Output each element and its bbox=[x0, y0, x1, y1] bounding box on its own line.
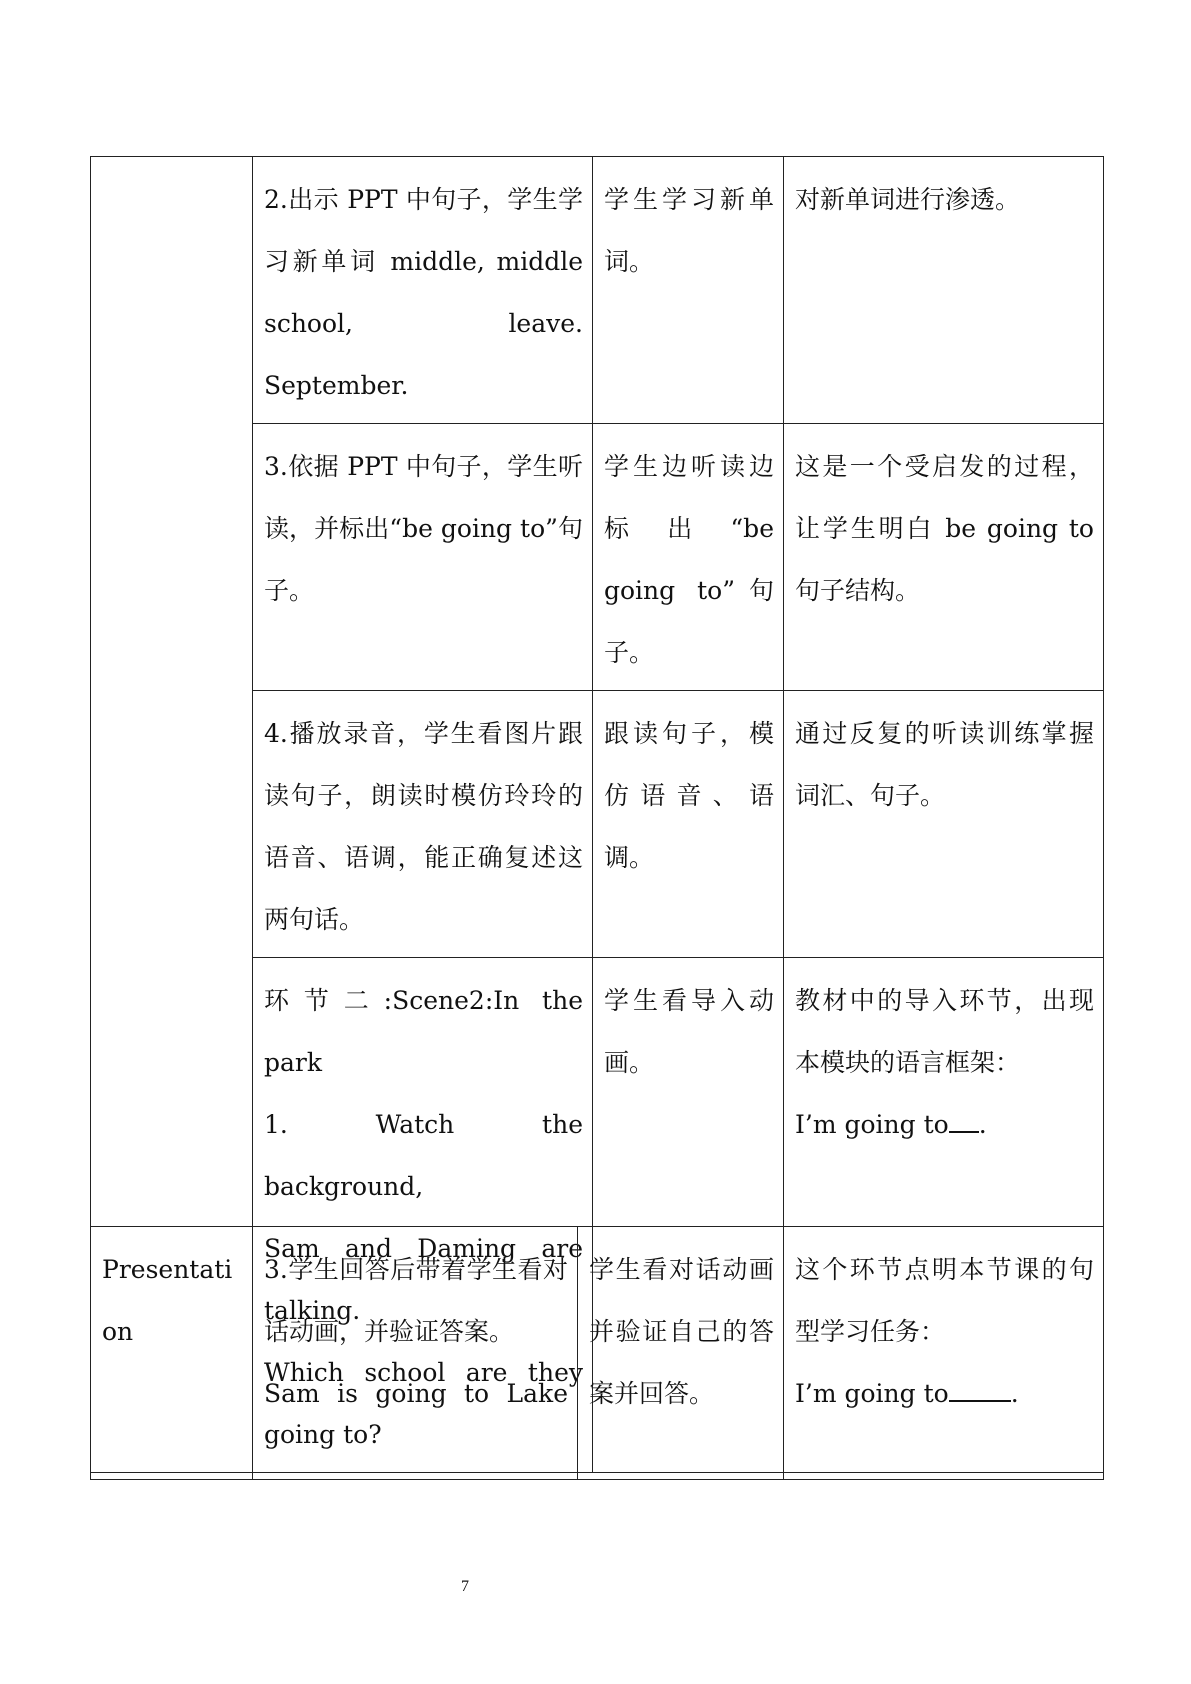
activity-cell bbox=[253, 1227, 578, 1480]
student-cell: 学生看导入动画。 bbox=[593, 958, 784, 1473]
sentence-end: . bbox=[1010, 1379, 1019, 1408]
activity-text: 3.学生回答后带着学生看对话动画，并验证答案。 bbox=[264, 1255, 568, 1346]
fill-in-blank bbox=[949, 1109, 979, 1133]
activity-cell: 2.出示 PPT 中句子，学生学习新单词 middle, middle school, leave. September. bbox=[253, 157, 593, 424]
activity-line: Which school are they going to? bbox=[264, 1358, 583, 1449]
purpose-cell: 通过反复的听读训练掌握词汇、句子。 bbox=[784, 691, 1104, 958]
activity-line: Sam and Daming are talking. bbox=[264, 1234, 583, 1325]
purpose-line: 教材中的导入环节，出现本模块的语言框架： bbox=[795, 986, 1094, 1077]
table-row bbox=[91, 1227, 1104, 1480]
fill-in-blank bbox=[949, 1378, 1011, 1402]
purpose-cell: 这是一个受启发的过程，让学生明白 be going to 句子结构。 bbox=[784, 424, 1104, 691]
activity-cell: 3.依据 PPT 中句子，学生听读，并标出“be going to”句子。 bbox=[253, 424, 593, 691]
purpose-line bbox=[795, 1094, 1094, 1156]
sentence-end: . bbox=[978, 1110, 987, 1139]
student-cell: 学生学习新单词。 bbox=[593, 157, 784, 424]
stage-cell: Presentation bbox=[91, 1227, 253, 1480]
activity-line: Sam is going to Lake bbox=[264, 1379, 568, 1408]
activity-line: 环节二:Scene2:In the park bbox=[264, 986, 583, 1077]
purpose-line bbox=[795, 1363, 1094, 1425]
activity-line: 1. Watch the background, bbox=[264, 1110, 583, 1201]
page-number: 7 bbox=[461, 1578, 469, 1595]
sentence-frame: I’m going to bbox=[795, 1110, 949, 1139]
student-cell: 学生看对话动画并验证自己的答案并回答。 bbox=[578, 1227, 784, 1480]
purpose-cell: 对新单词进行渗透。 bbox=[784, 157, 1104, 424]
table-row bbox=[91, 157, 1104, 424]
sentence-frame: I’m going to bbox=[795, 1379, 949, 1408]
student-cell: 跟读句子，模仿语音、语调。 bbox=[593, 691, 784, 958]
student-cell: 学生边听读边标出“be going to”句子。 bbox=[593, 424, 784, 691]
purpose-cell bbox=[784, 1227, 1104, 1480]
activity-cell: 4.播放录音，学生看图片跟读句子，朗读时模仿玲玲的语音、语调，能正确复述这两句话。 bbox=[253, 691, 593, 958]
lesson-plan-table-presentation bbox=[90, 1226, 1104, 1480]
purpose-line: 这个环节点明本节课的句型学习任务： bbox=[795, 1255, 1094, 1346]
